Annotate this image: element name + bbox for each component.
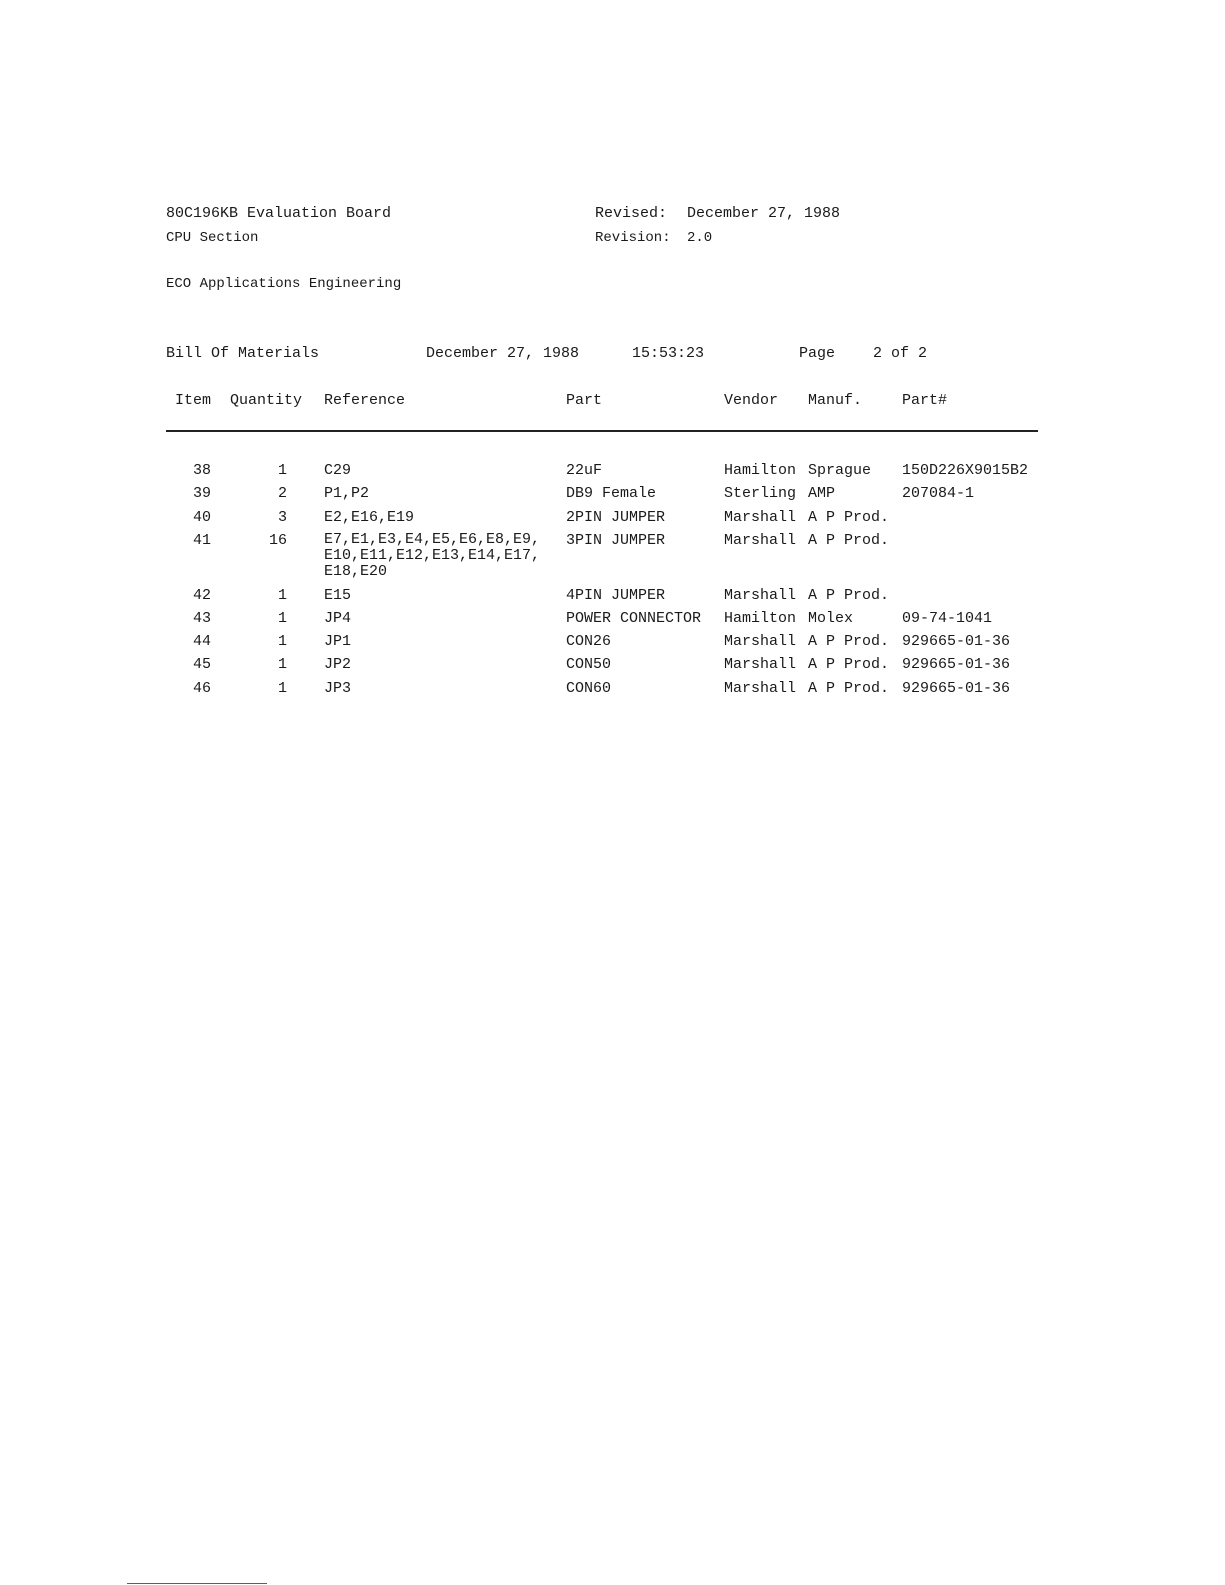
cell-reference: JP4 bbox=[324, 610, 352, 627]
department: ECO Applications Engineering bbox=[166, 276, 402, 292]
cell-reference: P1,P2 bbox=[324, 485, 370, 502]
cell-vendor: Marshall bbox=[724, 532, 797, 549]
cell-vendor: Marshall bbox=[724, 587, 797, 604]
cell-item: 40 bbox=[192, 509, 211, 526]
cell-part-number: 207084-1 bbox=[902, 485, 975, 502]
table-row bbox=[0, 633, 1225, 651]
cell-manuf: A P Prod. bbox=[808, 633, 890, 650]
page-label: Page bbox=[799, 345, 836, 362]
cell-item: 38 bbox=[192, 462, 211, 479]
column-header-item: Item bbox=[175, 392, 212, 409]
column-header-vendor: Vendor bbox=[724, 392, 779, 409]
revised-date: December 27, 1988 bbox=[687, 205, 841, 222]
column-header-quantity: Quantity bbox=[230, 392, 303, 409]
cell-quantity: 3 bbox=[277, 509, 287, 526]
revision-label: Revision: bbox=[595, 230, 671, 246]
cell-reference: C29 bbox=[324, 462, 352, 479]
cell-part: 4PIN JUMPER bbox=[566, 587, 666, 604]
cell-quantity: 1 bbox=[277, 633, 287, 650]
cell-quantity: 1 bbox=[277, 587, 287, 604]
column-header-manuf: Manuf. bbox=[808, 392, 863, 409]
table-row bbox=[0, 531, 1225, 580]
cell-vendor: Marshall bbox=[724, 656, 797, 673]
cell-manuf: A P Prod. bbox=[808, 680, 890, 697]
cell-part: 22uF bbox=[566, 462, 603, 479]
cell-quantity: 1 bbox=[277, 610, 287, 627]
cell-manuf: A P Prod. bbox=[808, 509, 890, 526]
cell-item: 42 bbox=[192, 587, 211, 604]
section-name: CPU Section bbox=[166, 230, 259, 246]
cell-quantity: 1 bbox=[277, 462, 287, 479]
revision-value: 2.0 bbox=[687, 230, 713, 246]
cell-part: 3PIN JUMPER bbox=[566, 532, 666, 549]
cell-manuf: AMP bbox=[808, 485, 836, 502]
cell-quantity: 1 bbox=[277, 680, 287, 697]
table-row bbox=[0, 680, 1225, 698]
cell-manuf: A P Prod. bbox=[808, 587, 890, 604]
cell-quantity: 2 bbox=[277, 485, 287, 502]
cell-vendor: Marshall bbox=[724, 680, 797, 697]
table-row bbox=[0, 509, 1225, 527]
cell-reference: JP2 bbox=[324, 656, 352, 673]
cell-part: POWER CONNECTOR bbox=[566, 610, 702, 627]
table-row bbox=[0, 587, 1225, 605]
cell-manuf: A P Prod. bbox=[808, 656, 890, 673]
cell-vendor: Hamilton bbox=[724, 462, 797, 479]
cell-part-number: 929665-01-36 bbox=[902, 680, 1011, 697]
cell-part-number: 929665-01-36 bbox=[902, 656, 1011, 673]
scan-edge-line bbox=[127, 1583, 267, 1584]
cell-part-number: 09-74-1041 bbox=[902, 610, 993, 627]
cell-item: 41 bbox=[192, 532, 211, 549]
report-time: 15:53:23 bbox=[632, 345, 705, 362]
cell-manuf: A P Prod. bbox=[808, 532, 890, 549]
column-header-part: Part bbox=[566, 392, 603, 409]
board-title: 80C196KB Evaluation Board bbox=[166, 205, 392, 222]
cell-vendor: Sterling bbox=[724, 485, 797, 502]
cell-item: 46 bbox=[192, 680, 211, 697]
cell-part: 2PIN JUMPER bbox=[566, 509, 666, 526]
cell-manuf: Molex bbox=[808, 610, 854, 627]
cell-reference: JP1 bbox=[324, 633, 352, 650]
table-row bbox=[0, 656, 1225, 674]
cell-part-number: 150D226X9015B2 bbox=[902, 462, 1029, 479]
table-row bbox=[0, 610, 1225, 628]
report-date: December 27, 1988 bbox=[426, 345, 580, 362]
cell-vendor: Marshall bbox=[724, 633, 797, 650]
cell-item: 39 bbox=[192, 485, 211, 502]
header-divider bbox=[166, 430, 1038, 432]
column-header-part-number: Part# bbox=[902, 392, 948, 409]
page-number: 2 of 2 bbox=[873, 345, 928, 362]
cell-part: CON50 bbox=[566, 656, 612, 673]
cell-reference: E7,E1,E3,E4,E5,E6,E8,E9, E10,E11,E12,E13,E14,E17, E18,E20 bbox=[324, 531, 541, 580]
column-header-reference: Reference bbox=[324, 392, 406, 409]
cell-part: DB9 Female bbox=[566, 485, 657, 502]
cell-vendor: Hamilton bbox=[724, 610, 797, 627]
cell-quantity: 1 bbox=[277, 656, 287, 673]
cell-part: CON60 bbox=[566, 680, 612, 697]
table-row bbox=[0, 462, 1225, 480]
cell-item: 43 bbox=[192, 610, 211, 627]
revised-label: Revised: bbox=[595, 205, 668, 222]
cell-quantity: 16 bbox=[268, 532, 287, 549]
cell-part: CON26 bbox=[566, 633, 612, 650]
cell-reference: E2,E16,E19 bbox=[324, 509, 415, 526]
report-title: Bill Of Materials bbox=[166, 345, 320, 362]
cell-reference: JP3 bbox=[324, 680, 352, 697]
cell-vendor: Marshall bbox=[724, 509, 797, 526]
cell-reference: E15 bbox=[324, 587, 352, 604]
table-row bbox=[0, 485, 1225, 503]
cell-part-number: 929665-01-36 bbox=[902, 633, 1011, 650]
cell-item: 45 bbox=[192, 656, 211, 673]
cell-item: 44 bbox=[192, 633, 211, 650]
cell-manuf: Sprague bbox=[808, 462, 872, 479]
